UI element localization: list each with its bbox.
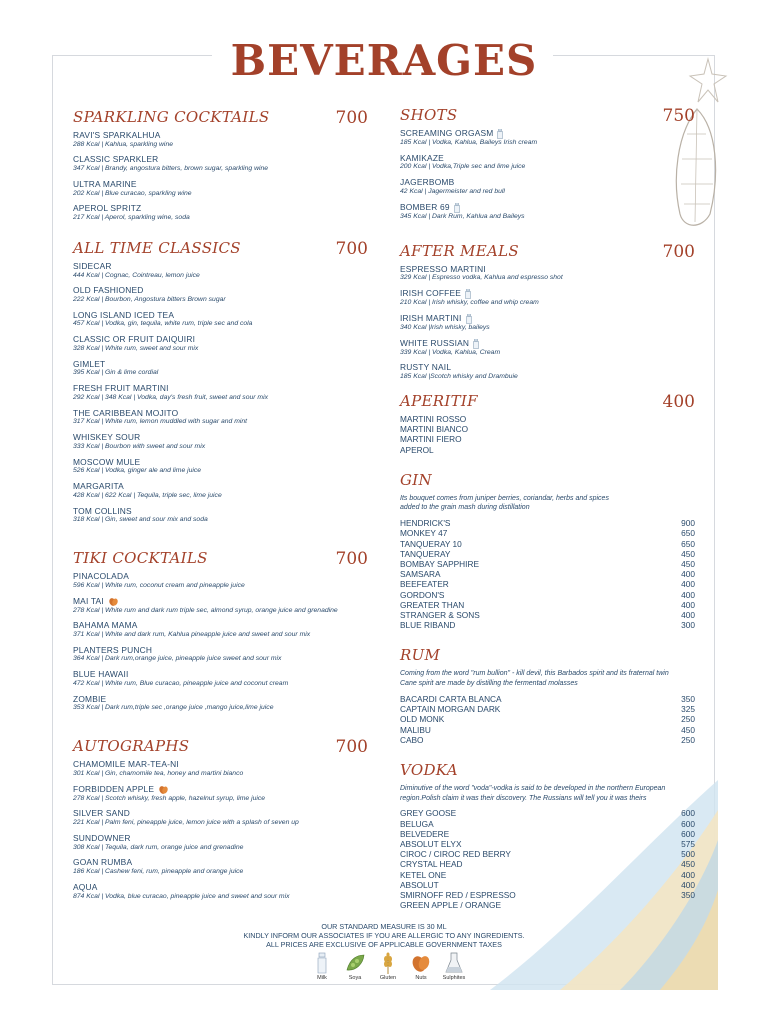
- section-header: [400, 243, 695, 265]
- milk-icon: [473, 339, 479, 349]
- section-description: Its bouquet comes from juniper berries, coriandar, herbs and spices added to the grain mash during distillation: [400, 494, 609, 512]
- item-name: MALIBU: [400, 724, 431, 735]
- menu-item: [400, 363, 695, 380]
- allergen-gluten: [376, 952, 400, 981]
- cocktail-section: [73, 240, 368, 524]
- item-description: 395 Kcal | Gin & lime cordial: [73, 369, 159, 377]
- item-name: KAMIKAZE: [400, 152, 444, 163]
- item-description: 340 Kcal |Irish whisky, baileys: [400, 323, 490, 331]
- menu-item: [73, 384, 368, 401]
- menu-item: [73, 507, 368, 524]
- section-header: [73, 738, 368, 760]
- section-header: [400, 647, 695, 669]
- footer-notes: [200, 922, 568, 949]
- item-name: SILVER SAND: [73, 808, 130, 819]
- menu-item: [400, 289, 695, 307]
- nuts-icon: [158, 785, 169, 795]
- menu-item: [73, 204, 368, 221]
- right-column: [400, 107, 695, 923]
- item-description: 428 Kcal | 622 Kcal | Tequila, triple sec, lime juice: [73, 491, 222, 499]
- item-name: SUNDOWNER: [73, 832, 131, 843]
- page-title: BEVERAGES: [230, 36, 538, 85]
- menu-item: [400, 129, 695, 147]
- starfish-icon: [688, 56, 728, 106]
- cocktail-section: [400, 107, 695, 221]
- milk-icon: [466, 314, 472, 324]
- menu-item: [400, 621, 695, 631]
- item-name: BOMBER 69: [400, 201, 450, 212]
- item-name: STRANGER & SONS: [400, 609, 480, 620]
- item-name: SIDECAR: [73, 260, 112, 271]
- menu-item: [73, 785, 368, 803]
- item-name: GIMLET: [73, 358, 106, 369]
- section-price: 700: [335, 549, 368, 570]
- item-name: LONG ISLAND ICED TEA: [73, 309, 175, 320]
- section-title: TIKI COCKTAILS: [73, 549, 208, 568]
- nuts-icon: [108, 597, 119, 607]
- menu-item: [400, 154, 695, 171]
- section-header: [400, 762, 695, 784]
- menu-item: [73, 155, 368, 172]
- menu-item: [73, 131, 368, 148]
- menu-item: [400, 314, 695, 332]
- menu-item: [400, 203, 695, 221]
- item-name: SCREAMING ORGASM: [400, 128, 494, 139]
- item-price: 650: [681, 538, 695, 549]
- right-cocktail-sections: [400, 107, 695, 381]
- section-price: 400: [662, 391, 695, 412]
- item-name: IRISH COFFEE: [400, 288, 462, 299]
- item-name: MARTINI FIERO: [400, 434, 462, 445]
- item-description: 186 Kcal | Cashew feni, rum, pineapple and orange juice: [73, 868, 244, 876]
- item-price: 400: [681, 569, 695, 580]
- item-name: TANQUERAY 10: [400, 538, 462, 549]
- menu-item: [400, 446, 695, 456]
- item-description: 185 Kcal |Scotch whisky and Drambuie: [400, 373, 518, 381]
- item-name: CRYSTAL HEAD: [400, 859, 463, 870]
- item-name: ABSOLUT: [400, 879, 439, 890]
- menu-item: [400, 809, 695, 819]
- item-name: CAPTAIN MORGAN DARK: [400, 704, 501, 715]
- item-price: 400: [681, 869, 695, 880]
- menu-item: [73, 809, 368, 826]
- menu-item: [400, 435, 695, 445]
- item-price: 325: [681, 704, 695, 715]
- vodka-list: [400, 809, 695, 911]
- item-name: HENDRICK'S: [400, 518, 451, 529]
- cocktail-section: [73, 550, 368, 712]
- rum-section: [400, 647, 695, 746]
- allergen-label: Nuts: [415, 975, 427, 981]
- menu-item: [400, 265, 695, 282]
- item-name: BAHAMA MAMA: [73, 620, 138, 631]
- menu-item: [400, 736, 695, 746]
- item-name: BELUGA: [400, 818, 434, 829]
- section-title: APERITIF: [400, 391, 478, 410]
- menu-item: [73, 360, 368, 377]
- item-price: 350: [681, 889, 695, 900]
- vodka-section: [400, 762, 695, 911]
- item-name: CLASSIC SPARKLER: [73, 154, 159, 165]
- item-price: 450: [681, 859, 695, 870]
- item-description: 328 Kcal | White rum, sweet and sour mix: [73, 344, 199, 352]
- item-name: PINACOLADA: [73, 571, 129, 582]
- item-name: ABSOLUT ELYX: [400, 839, 462, 850]
- allergen-milk: [310, 952, 334, 981]
- menu-item: [73, 262, 368, 279]
- allergen-label: Gluten: [379, 975, 397, 981]
- item-name: PLANTERS PUNCH: [73, 644, 153, 655]
- item-price: 900: [681, 518, 695, 529]
- item-name: CIROC / CIROC RED BERRY: [400, 849, 511, 860]
- item-price: 250: [681, 734, 695, 745]
- item-name: FORBIDDEN APPLE: [73, 783, 155, 794]
- menu-item: [73, 433, 368, 450]
- section-title: SPARKLING COCKTAILS: [73, 108, 270, 126]
- item-price: 300: [681, 620, 695, 631]
- item-description: 292 Kcal | 348 Kcal | Vodka, day's fresh fruit, sweet and sour mix: [73, 393, 268, 401]
- item-name: ZOMBIE: [73, 693, 107, 704]
- item-name: JAGERBOMB: [400, 177, 455, 188]
- item-name: MARTINI ROSSO: [400, 413, 467, 424]
- section-header: [400, 472, 695, 494]
- menu-item: [73, 646, 368, 663]
- item-description: 222 Kcal | Bourbon, Angostura bitters Brown sugar: [73, 296, 226, 303]
- section-header: [73, 550, 368, 572]
- item-description: 345 Kcal | Dark Rum, Kahlua and Baileys: [400, 212, 525, 220]
- footer-allergy-note: KINDLY INFORM OUR ASSOCIATES IF YOU ARE ALLERGIC TO ANY INGREDIENTS.: [243, 931, 525, 940]
- item-name: BLUE RIBAND: [400, 620, 456, 631]
- section-title: SHOTS: [400, 106, 458, 124]
- cocktail-section: [400, 243, 695, 381]
- item-name: SAMSARA: [400, 569, 441, 580]
- item-name: WHISKEY SOUR: [73, 432, 141, 443]
- item-name: AQUA: [73, 881, 98, 892]
- item-name: IRISH MARTINI: [400, 313, 462, 324]
- section-header: [73, 240, 368, 262]
- gin-section: [400, 472, 695, 632]
- item-price: 650: [681, 528, 695, 539]
- item-name: TOM COLLINS: [73, 505, 132, 516]
- menu-item: [73, 883, 368, 900]
- item-price: 250: [681, 714, 695, 725]
- item-name: APEROL: [400, 444, 434, 455]
- wheat-icon: [381, 952, 395, 974]
- item-description: 472 Kcal | White rum, Blue curacao, pineapple juice and coconut cream: [73, 679, 289, 687]
- menu-item: [400, 560, 695, 570]
- allergen-legend: [310, 952, 466, 981]
- footer-tax-note: ALL PRICES ARE EXCLUSIVE OF APPLICABLE GOVERNMENT TAXES: [266, 940, 502, 949]
- section-price: 700: [335, 737, 368, 758]
- menu-item: [73, 834, 368, 851]
- item-description: 308 Kcal | Tequila, dark rum, orange juice and grenadine: [73, 843, 244, 851]
- item-description: 210 Kcal | Irish whisky, coffee and whip cream: [400, 299, 539, 307]
- item-description: 371 Kcal | White and dark rum, Kahlua pineapple juice and sweet and sour mix: [73, 630, 311, 638]
- section-title: ALL TIME CLASSICS: [73, 238, 241, 257]
- item-name: RAVI'S SPARKALHUA: [73, 130, 161, 140]
- item-description: 596 Kcal | White rum, coconut cream and pineapple juice: [73, 581, 245, 589]
- item-name: SMIRNOFF RED / ESPRESSO: [400, 889, 516, 900]
- milk-icon: [497, 129, 503, 139]
- menu-item: [73, 180, 368, 197]
- menu-item: [73, 458, 368, 475]
- flask-icon: [445, 952, 463, 974]
- allergen-label: Sulphites: [442, 975, 466, 981]
- item-name: GREY GOOSE: [400, 808, 457, 819]
- section-header: [400, 107, 695, 129]
- section-description: Coming from the word "rum bullion" - kill devil, this Barbados spirit and its fraternal twin Cane spirit are made by distilling the fermentad molasses: [400, 670, 669, 688]
- item-name: TANQUERAY: [400, 548, 451, 559]
- item-price: 450: [681, 724, 695, 735]
- item-description: 526 Kcal | Vodka, ginger ale and lime juice: [73, 467, 202, 475]
- section-price: 750: [662, 106, 695, 126]
- item-description: 221 Kcal | Palm feni, pineapple juice, lemon juice with a splash of seven up: [73, 819, 299, 827]
- item-name: CHAMOMILE MAR-TEA-NI: [73, 759, 179, 770]
- item-price: 600: [681, 828, 695, 839]
- item-name: OLD FASHIONED: [73, 285, 144, 296]
- item-description: 202 Kcal | Blue curacao, sparkling wine: [73, 189, 192, 197]
- milk-icon: [465, 289, 471, 299]
- item-description: 217 Kcal | Aperol, sparkling wine, soda: [73, 214, 190, 222]
- item-name: BLUE HAWAII: [73, 669, 129, 680]
- nuts-icon: [410, 952, 432, 974]
- aperitif-list: [400, 415, 695, 456]
- footer-measure: OUR STANDARD MEASURE IS 30 ML: [321, 922, 447, 931]
- item-name: FRESH FRUIT MARTINI: [73, 383, 169, 394]
- menu-item: [400, 339, 695, 357]
- item-price: 400: [681, 579, 695, 590]
- section-price: 700: [335, 238, 368, 259]
- allergen-soya: [343, 952, 367, 981]
- menu-item: [400, 178, 695, 195]
- section-title: AFTER MEALS: [400, 241, 519, 260]
- item-name: MONKEY 47: [400, 528, 448, 539]
- menu-item: [73, 482, 368, 499]
- section-title: GIN: [400, 470, 432, 489]
- item-description: 185 Kcal | Vodka, Kahlua, Baileys Irish cream: [400, 139, 538, 146]
- item-price: 450: [681, 548, 695, 559]
- item-name: MAI TAI: [73, 595, 104, 606]
- item-name: BOMBAY SAPPHIRE: [400, 559, 479, 570]
- item-name: MARTINI BIANCO: [400, 424, 469, 435]
- aperitif-section: [400, 393, 695, 456]
- item-description: 364 Kcal | Dark rum,orange juice, pineapple juice sweet and sour mix: [73, 655, 282, 663]
- allergen-label: Milk: [317, 975, 327, 981]
- menu-item: [73, 311, 368, 328]
- item-name: MOSCOW MULE: [73, 456, 141, 467]
- item-price: 450: [681, 559, 695, 570]
- item-name: GREEN APPLE / ORANGE: [400, 900, 501, 911]
- menu-item: [73, 597, 368, 615]
- item-description: 200 Kcal | Vodka,Triple sec and lime juice: [400, 163, 526, 171]
- item-description: 444 Kcal | Cognac, Cointreau, lemon juice: [73, 271, 200, 279]
- item-description: 301 Kcal | Gin, chamomile tea, honey and martini bianco: [73, 769, 244, 777]
- item-name: KETEL ONE: [400, 869, 447, 880]
- section-price: 700: [335, 108, 368, 128]
- section-header: [73, 109, 368, 131]
- item-name: CLASSIC OR FRUIT DAIQUIRI: [73, 334, 196, 345]
- item-name: GORDON'S: [400, 589, 445, 600]
- item-description: 457 Kcal | Vodka, gin, tequila, white rum, triple sec and cola: [73, 320, 253, 328]
- item-name: BEEFEATER: [400, 579, 449, 590]
- section-title: RUM: [400, 646, 441, 665]
- item-name: APEROL SPRITZ: [73, 203, 142, 214]
- item-description: 318 Kcal | Gin, sweet and sour mix and soda: [73, 516, 208, 524]
- cocktail-section: [73, 738, 368, 900]
- menu-item: [73, 409, 368, 426]
- item-description: 42 Kcal | Jagermeister and red bull: [400, 187, 505, 195]
- item-name: MARGARITA: [73, 481, 124, 492]
- menu-item: [73, 858, 368, 875]
- item-description: 347 Kcal | Brandy, angostura bitters, brown sugar, sparkling wine: [73, 165, 269, 173]
- item-name: ULTRA MARINE: [73, 178, 137, 189]
- item-price: 400: [681, 589, 695, 600]
- item-name: WHITE RUSSIAN: [400, 337, 470, 348]
- milk-icon: [316, 952, 328, 974]
- menu-item: [73, 335, 368, 352]
- allergen-label: Soya: [348, 975, 362, 981]
- gin-list: [400, 519, 695, 631]
- menu-item: [73, 286, 368, 303]
- item-description: 339 Kcal | Vodka, Kahlua, Cream: [400, 348, 501, 356]
- section-title: AUTOGRAPHS: [73, 737, 190, 756]
- item-price: 600: [681, 818, 695, 829]
- item-name: OLD MONK: [400, 714, 445, 725]
- soya-icon: [344, 952, 366, 974]
- section-title: VODKA: [400, 760, 458, 779]
- menu-item: [73, 695, 368, 712]
- item-price: 400: [681, 609, 695, 620]
- item-description: 874 Kcal | Vodka, blue curacao, pineapple juice and sweet and sour mix: [73, 892, 290, 900]
- item-price: 600: [681, 808, 695, 819]
- item-name: THE CARIBBEAN MOJITO: [73, 407, 179, 418]
- left-column: [73, 109, 368, 907]
- menu-item: [400, 871, 695, 881]
- cocktail-section: [73, 109, 368, 222]
- item-description: 353 Kcal | Dark rum,triple sec ,orange juice ,mango juice,lime juice: [73, 704, 274, 712]
- item-name: CABO: [400, 734, 424, 745]
- item-name: ESPRESSO MARTINI: [400, 263, 486, 274]
- item-price: 575: [681, 839, 695, 850]
- item-description: 278 Kcal | Scotch whisky, fresh apple, hazelnut syrup, lime juice: [73, 794, 266, 802]
- section-header: [400, 393, 695, 415]
- item-description: 333 Kcal | Bourbon with sweet and sour mix: [73, 442, 206, 450]
- allergen-nuts: [409, 952, 433, 981]
- menu-item: [400, 901, 695, 911]
- section-description: Diminutive of the word "voda"-vodka is said to be developed in the northern European region.Polish claim it was their discovery. The Russians will tell you it was theirs: [400, 784, 666, 802]
- item-price: 400: [681, 599, 695, 610]
- menu-item: [73, 621, 368, 638]
- item-name: RUSTY NAIL: [400, 362, 452, 373]
- menu-item: [400, 715, 695, 725]
- menu-item: [400, 726, 695, 736]
- item-name: GOAN RUMBA: [73, 857, 133, 868]
- menu-item: [73, 670, 368, 687]
- item-description: 278 Kcal | White rum and dark rum triple sec, almond syrup, orange juice and grenadine: [73, 606, 338, 614]
- rum-list: [400, 695, 695, 746]
- item-name: GREATER THAN: [400, 599, 465, 610]
- item-description: 329 Kcal | Espresso vodka, Kahlua and espresso shot: [400, 274, 563, 282]
- allergen-sulphites: [442, 952, 466, 981]
- item-description: 288 Kcal | Kahlua, sparkling wine: [73, 140, 174, 148]
- menu-item: [73, 760, 368, 777]
- item-price: 350: [681, 693, 695, 704]
- item-price: 500: [681, 849, 695, 860]
- item-price: 400: [681, 879, 695, 890]
- milk-icon: [454, 203, 460, 213]
- item-description: 317 Kcal | White rum, lemon muddled with sugar and mint: [73, 418, 248, 426]
- menu-item: [73, 572, 368, 589]
- item-name: BACARDI CARTA BLANCA: [400, 693, 502, 704]
- section-price: 700: [662, 241, 695, 262]
- item-name: BELVEDERE: [400, 828, 450, 839]
